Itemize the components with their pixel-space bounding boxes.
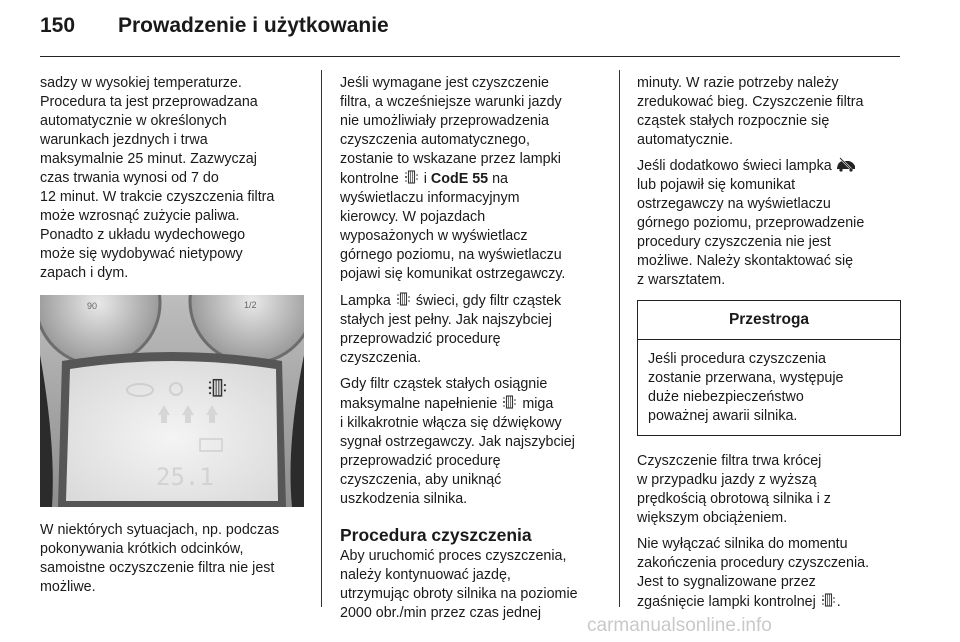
column-divider-1 bbox=[321, 70, 322, 607]
paragraph-procedure: Aby uruchomić proces czyszczenia, należy kontynuować jazdę, utrzymując obroty silnika na poziomie 2000 obr./min przez czas jednej bbox=[340, 548, 578, 621]
caution-box bbox=[637, 300, 901, 436]
service-wrench-car-icon bbox=[836, 157, 856, 172]
column-2 bbox=[340, 74, 606, 630]
particulate-filter-icon bbox=[395, 291, 412, 307]
paragraph-minute: minuty. W razie potrzeby należy zredukować bieg. Czyszczenie filtra cząstek stałych rozpocznie się automatycznie. bbox=[637, 75, 864, 148]
particulate-filter-icon bbox=[501, 394, 518, 410]
gauge-label-half: 1/2 bbox=[244, 300, 257, 310]
column-3 bbox=[637, 74, 903, 619]
paragraph-max-fill: Gdy filtr cząstek stałych osiągnie maksymalne napełnienie miga i kilkakrotnie włącza się dźwiękowy sygnał ostrzegawczy. Jak najszybciej przeprowadzić procedurę czyszczenia, aby uniknąć uszkodzenia silnika. bbox=[340, 376, 575, 507]
instrument-cluster-photo bbox=[40, 295, 304, 507]
figure-caption: W niektórych sytuacjach, np. podczas pokonywania krótkich odcinków, samoistne oczyszczenie filtra nie jest możliwe. bbox=[40, 522, 280, 595]
section-heading: Procedura czyszczenia bbox=[340, 525, 532, 545]
column-divider-2 bbox=[619, 70, 620, 607]
page-title: Prowadzenie i użytkowanie bbox=[118, 14, 389, 37]
code-indicator: CodE 55 bbox=[430, 171, 489, 187]
particulate-filter-icon bbox=[820, 592, 837, 608]
paragraph-engine-off: Nie wyłączać silnika do momentu zakończenia procedury czyszczenia. Jest to sygnalizowane przez zgaśnięcie lampki kontrolnej . bbox=[637, 536, 870, 610]
display-value: 25.1 bbox=[156, 463, 214, 491]
column-1 bbox=[40, 74, 306, 604]
paragraph-service-lamp: Jeśli dodatkowo świeci lampka lub pojawił się komunikat ostrzegawczy na wyświetlaczu górnego poziomu, przeprowadzenie procedury czyszczenia nie jest możliwe. Należy skontaktować się z warsztatem. bbox=[637, 158, 865, 288]
paragraph-duration: Czyszczenie filtra trwa krócej w przypadku jazdy z wyższą prędkością obrotową silnika i z większym obciążeniem. bbox=[637, 453, 831, 526]
header-divider bbox=[40, 56, 900, 57]
caution-title: Przestroga bbox=[638, 301, 900, 340]
paragraph-intro: sadzy w wysokiej temperaturze. Procedura ta jest przeprowadzana automatycznie w określonych warunkach jezdnych i trwa maksymalnie 25 minut. Zazwyczaj czas trwania wynosi od 7 do 12 minut. W trakcie czyszczenia filtra może wzrosnąć zużycie paliwa. Ponadto z układu wydechowego może się wydobywać nietypowy zapach i dym. bbox=[40, 75, 275, 281]
page-number: 150 bbox=[40, 14, 76, 37]
gauge-label-90: 90 bbox=[87, 301, 98, 311]
paragraph-cleaning-required: Jeśli wymagane jest czyszczenie filtra, a wcześniejsze warunki jazdy nie umożliwiały przeprowadzenia czyszczenia automatycznego, zostanie to wskazane przez lampki kontrolne i CodE 55 na wyświetlaczu informacyjnym kierowcy. W pojazdach wyposażonych w wyświetlacz górnego poziomu, na wyświetlaczu pojawi się komunikat ostrzegawczy. bbox=[340, 75, 566, 282]
paragraph-lamp-lit: Lampka świeci, gdy filtr cząstek stałych jest pełny. Jak najszybciej przeprowadzić procedurę czyszczenia. bbox=[340, 293, 562, 366]
caution-body: Jeśli procedura czyszczenia zostanie przerwana, występuje duże niebezpieczeństwo poważnej awarii silnika. bbox=[648, 351, 844, 424]
particulate-filter-icon bbox=[403, 169, 420, 185]
watermark: carmanualsonline.info bbox=[587, 615, 772, 636]
